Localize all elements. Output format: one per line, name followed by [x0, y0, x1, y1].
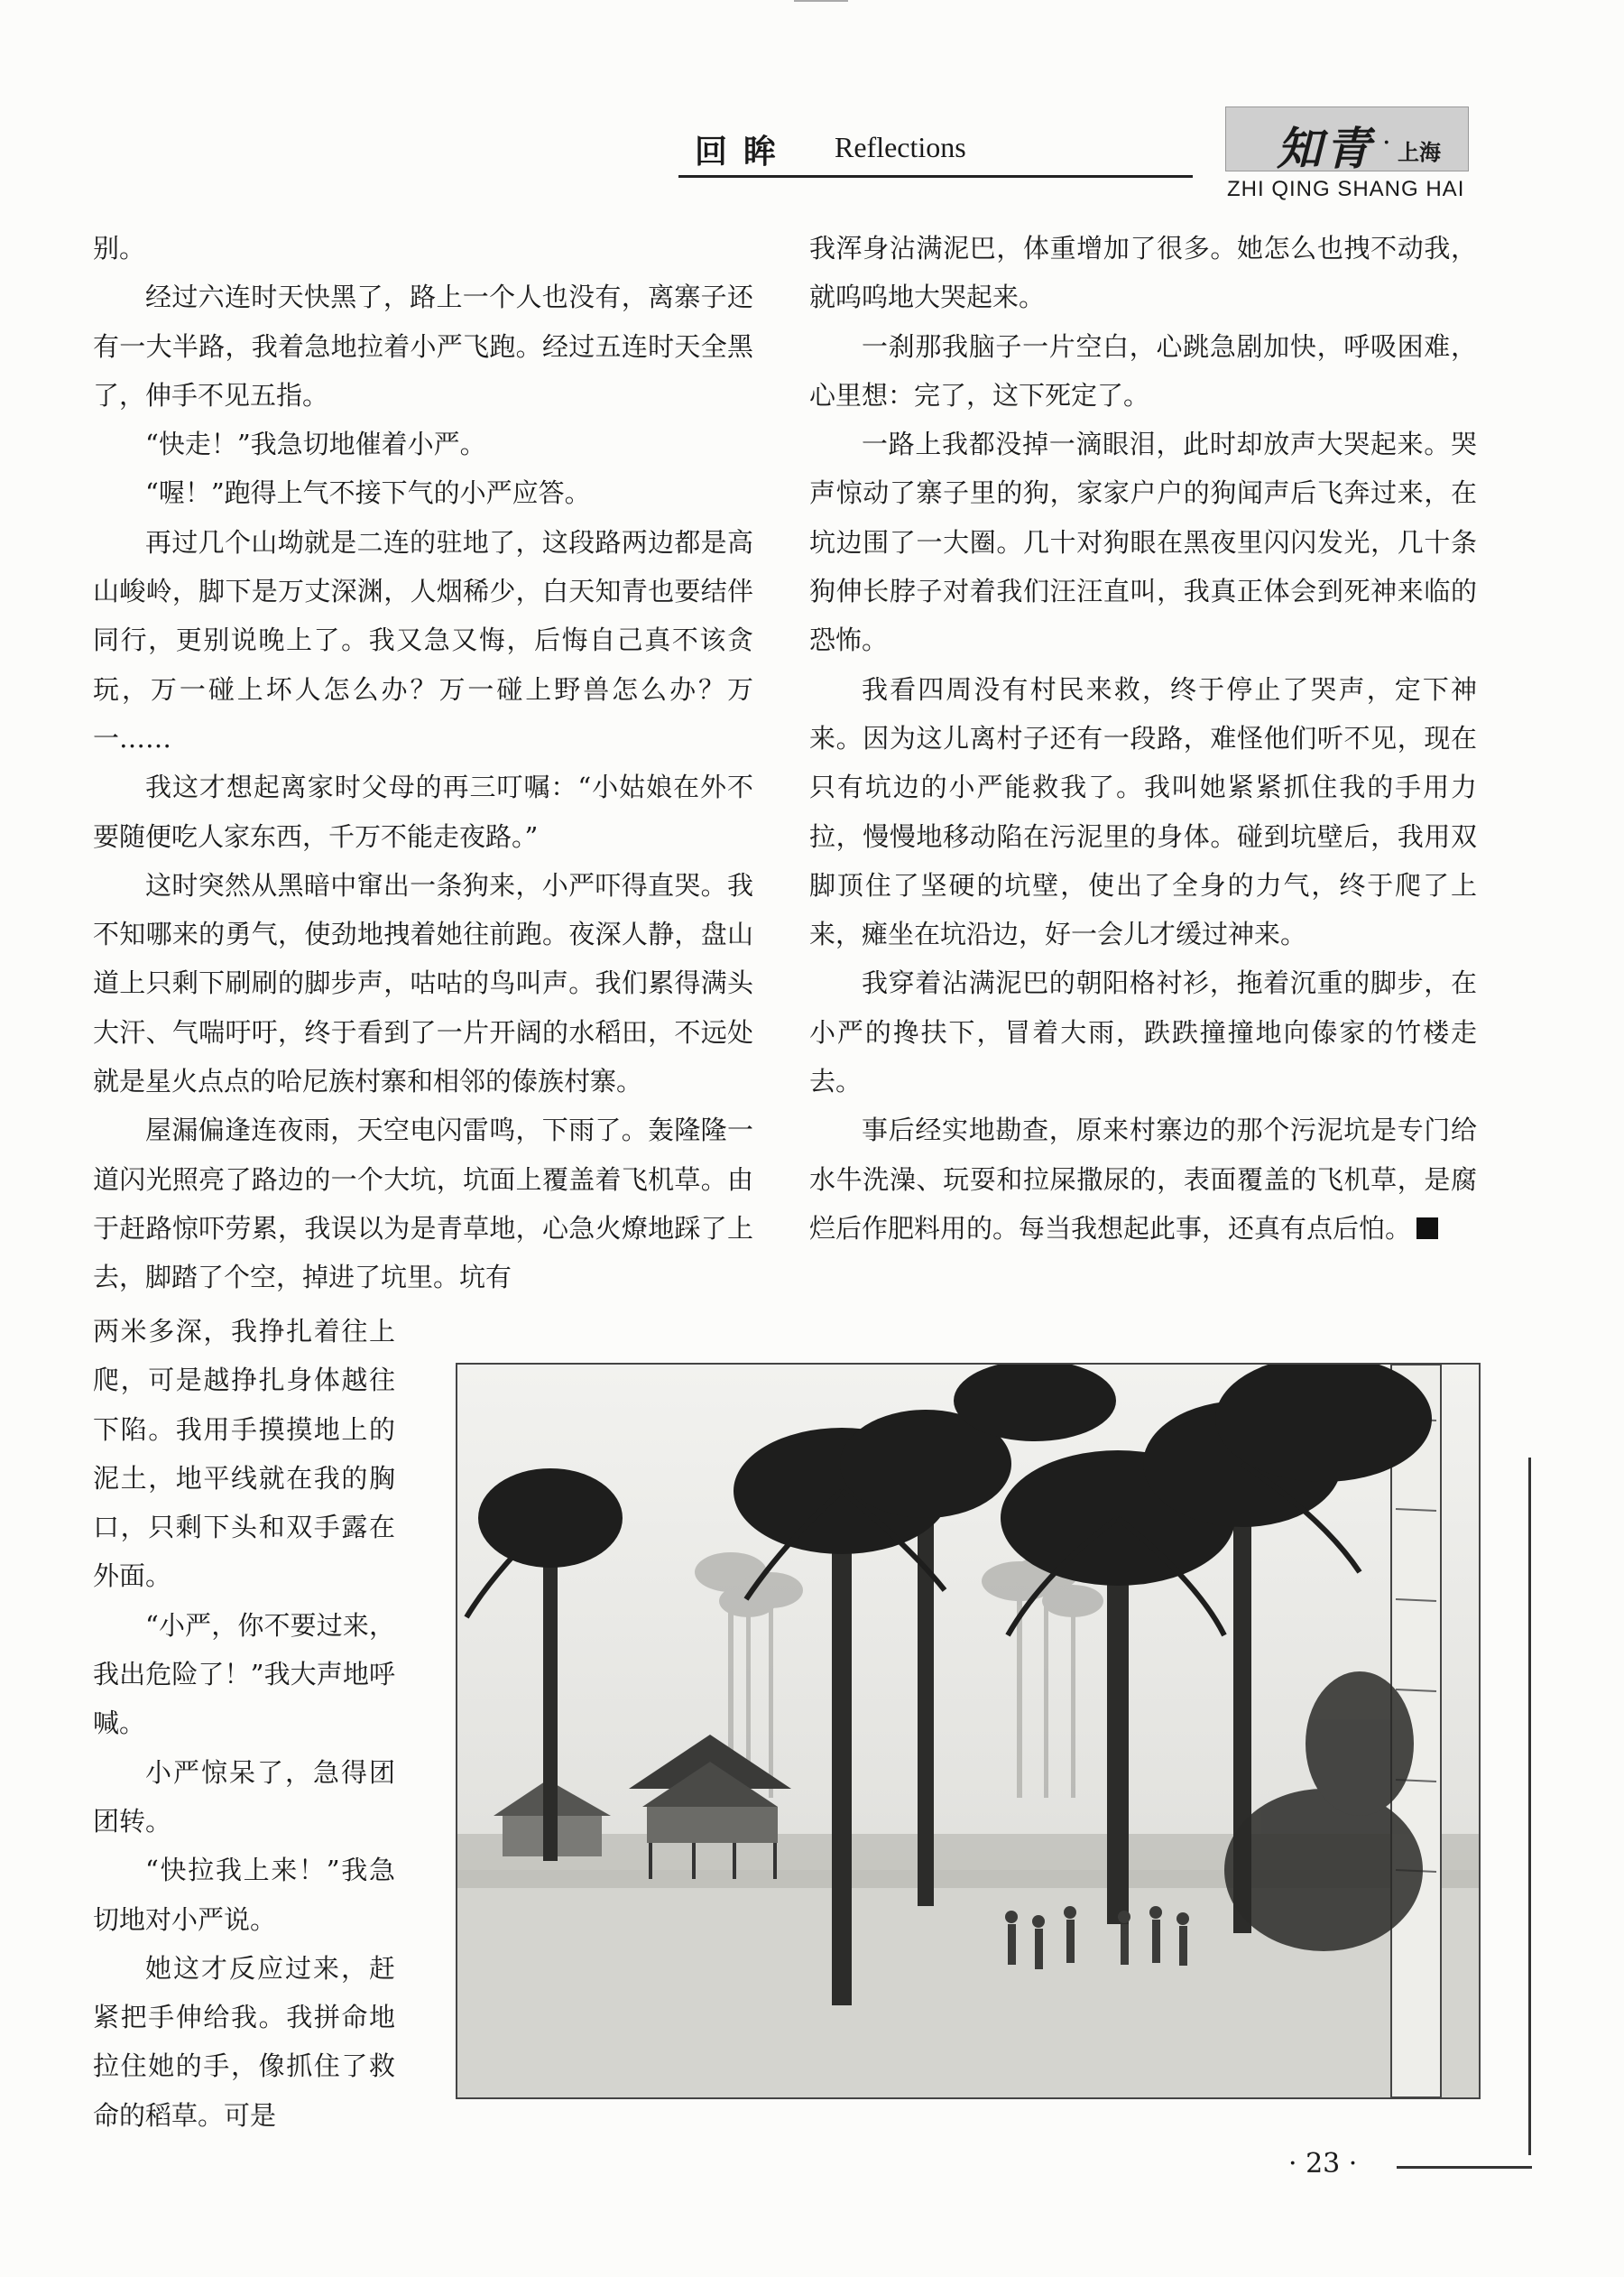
- end-of-article-mark: [1416, 1217, 1438, 1239]
- logo-calligraphy: 知青: [1277, 122, 1374, 175]
- paragraph-final: [809, 1106, 1477, 1253]
- illustration-painting: [456, 1363, 1481, 2099]
- header-rule: [678, 175, 1193, 178]
- paragraph: 我浑身沾满泥巴，体重增加了很多。她怎么也拽不动我，就呜呜地大哭起来。: [809, 233, 1477, 313]
- article-column-narrow: [93, 1307, 395, 2140]
- paragraph: 两米多深，我挣扎着往上爬，可是越挣扎身体越往下陷。我用手摸摸地上的泥土，地平线就在我的胸口，只剩下头和双手露在外面。: [93, 1316, 395, 1592]
- paragraph: 这时突然从黑暗中窜出一条狗来，小严吓得直哭。我不知哪来的勇气，使劲地拽着她往前跑。夜深人静，盘山道上只剩下刷刷的脚步声，咕咕的鸟叫声。我们累得满头大汗、气喘吁吁，终于看到了一片开阔的水稻田，不远处就是星火点点的哈尼族村寨和相邻的傣族村寨。: [93, 869, 753, 1097]
- paragraph: 我穿着沾满泥巴的朝阳格衬衫，拖着沉重的脚步，在小严的搀扶下，冒着大雨，跌跌撞撞地向傣家的竹楼走去。: [809, 967, 1477, 1097]
- logo-dot: ·: [1382, 127, 1391, 159]
- page-header: [0, 0, 1624, 217]
- paragraph: 再过几个山坳就是二连的驻地了，这段路两边都是高山峻岭，脚下是万丈深渊，人烟稀少，白天知青也要结伴同行，更别说晚上了。我又急又悔，后悔自己真不该贪玩，万一碰上坏人怎么办？万一碰上野兽怎么办？万一……: [93, 526, 753, 754]
- section-title: 回眸: [695, 133, 793, 171]
- paragraph: “快拉我上来！”我急切地对小严说。: [93, 1855, 395, 1935]
- paragraph: 别。: [93, 233, 146, 264]
- side-rule-horizontal: [1397, 2166, 1532, 2169]
- page-number: · 23 ·: [1288, 2148, 1358, 2180]
- logo-city: 上海: [1398, 139, 1441, 165]
- ink-painting-svg: [457, 1365, 1479, 2097]
- paragraph: 我看四周没有村民来救，终于停止了哭声，定下神来。因为这儿离村子还有一段路，难怪他们听不见，现在只有坑边的小严能救我了。我叫她紧紧抓住我的手用力拉，慢慢地移动陷在污泥里的身体。碰到坑壁后，我用双脚顶住了坚硬的坑壁，使出了全身的力气，终于爬了上来，瘫坐在坑沿边，好一会儿才缓过神来。: [809, 673, 1477, 950]
- paragraph: “快走！”我急切地催着小严。: [145, 429, 486, 460]
- paragraph: “喔！”跑得上气不接下气的小严应答。: [145, 477, 591, 509]
- article-column-left: [93, 224, 753, 1302]
- paragraph: 小严惊呆了，急得团团转。: [93, 1756, 395, 1837]
- magazine-logo: [1225, 106, 1469, 175]
- paragraph: 屋漏偏逢连夜雨，天空电闪雷鸣，下雨了。轰隆隆一道闪光照亮了路边的一个大坑，坑面上覆盖着飞机草。由于赶路惊吓劳累，我误以为是青草地，心急火燎地踩了上去，脚踏了个空，掉进了坑里。坑有: [93, 1115, 753, 1293]
- side-rule-vertical: [1528, 1458, 1531, 2155]
- section-title-en: Reflections: [835, 131, 966, 163]
- paragraph: 一路上我都没掉一滴眼泪，此时却放声大哭起来。哭声惊动了寨子里的狗，家家户户的狗闻声后飞奔过来，在坑边围了一大圈。几十对狗眼在黑夜里闪闪发光，几十条狗伸长脖子对着我们汪汪直叫，我真正体会到死神来临的恐怖。: [809, 429, 1477, 656]
- paragraph: 一刹那我脑子一片空白，心跳急剧加快，呼吸困难，心里想：完了，这下死定了。: [809, 330, 1477, 411]
- paragraph: 我这才想起离家时父母的再三叮嘱：“小姑娘在外不要随便吃人家东西，千万不能走夜路。”: [93, 772, 753, 852]
- paragraph: “小严，你不要过来，我出危险了！”我大声地呼喊。: [93, 1609, 395, 1739]
- paragraph-text: 事后经实地勘查，原来村寨边的那个污泥坑是专门给水牛洗澡、玩耍和拉屎撒尿的，表面覆盖的飞机草，是腐烂后作肥料用的。每当我想起此事，还真有点后怕。: [809, 1115, 1477, 1244]
- paragraph: 她这才反应过来，赶紧把手伸给我。我拼命地拉住她的手，像抓住了救命的稻草。可是: [93, 1952, 395, 2131]
- article-column-right: [809, 224, 1477, 1253]
- logo-subtitle: ZHI QING SHANG HAI: [1227, 177, 1465, 201]
- paragraph: 经过六连时天快黑了，路上一个人也没有，离寨子还有一大半路，我着急地拉着小严飞跑。经过五连时天全黑了，伸手不见五指。: [93, 282, 753, 411]
